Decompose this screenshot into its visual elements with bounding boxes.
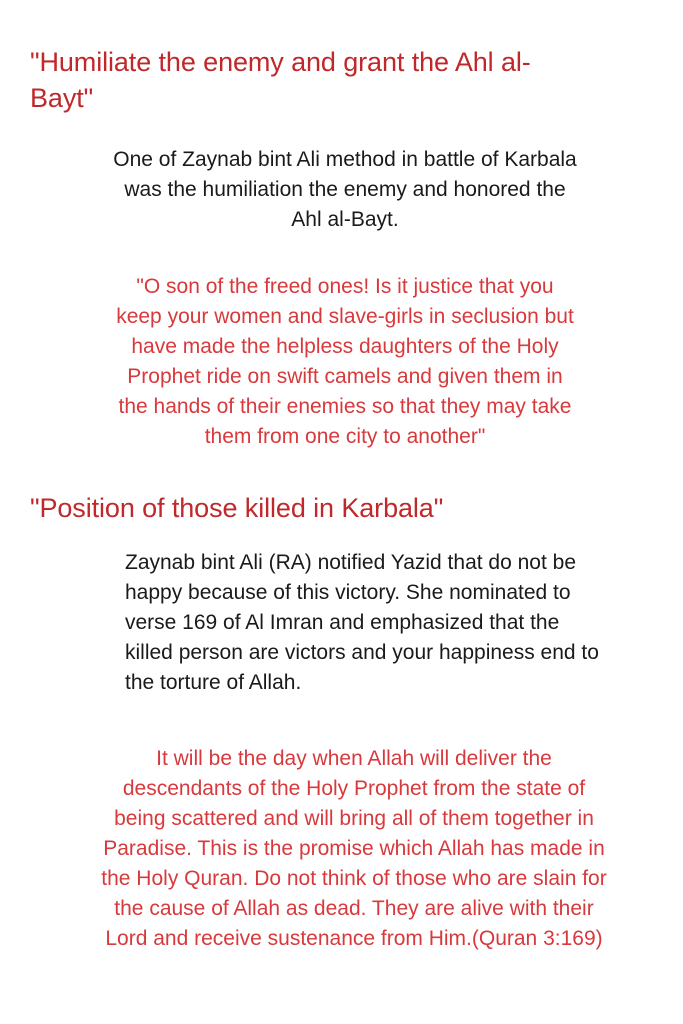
section-2-quote: It will be the day when Allah will deliver the descendants of the Holy Prophet from the state of being scattered and will bring all of them together in Paradise. This is the promise which Allah has made in the Holy Quran. Do not think of those who are slain for the cause of Allah as dead. They are alive with their Lord and receive sustenance from Him.(Quran 3:169) [101, 747, 607, 950]
section-2-heading: "Position of those killed in Karbala" [30, 493, 444, 524]
section-1-paragraph: One of Zaynab bint Ali method in battle of Karbala was the humiliation the enemy and honored the Ahl al-Bayt. [113, 148, 577, 231]
section-1-quote: "O son of the freed ones! Is it justice that you keep your women and slave-girls in seclusion but have made the helpless daughters of the Holy Prophet ride on swift camels and given them in the hands of their enemies so that they may take them from one city to another" [116, 275, 574, 448]
section-1-heading: "Humiliate the enemy and grant the Ahl al-Bayt" [30, 47, 531, 114]
section-2-paragraph: Zaynab bint Ali (RA) notified Yazid that do not be happy because of this victory. She nominated to verse 169 of Al Imran and emphasized that the killed person are victors and your happiness end to the torture of Allah. [125, 551, 599, 694]
